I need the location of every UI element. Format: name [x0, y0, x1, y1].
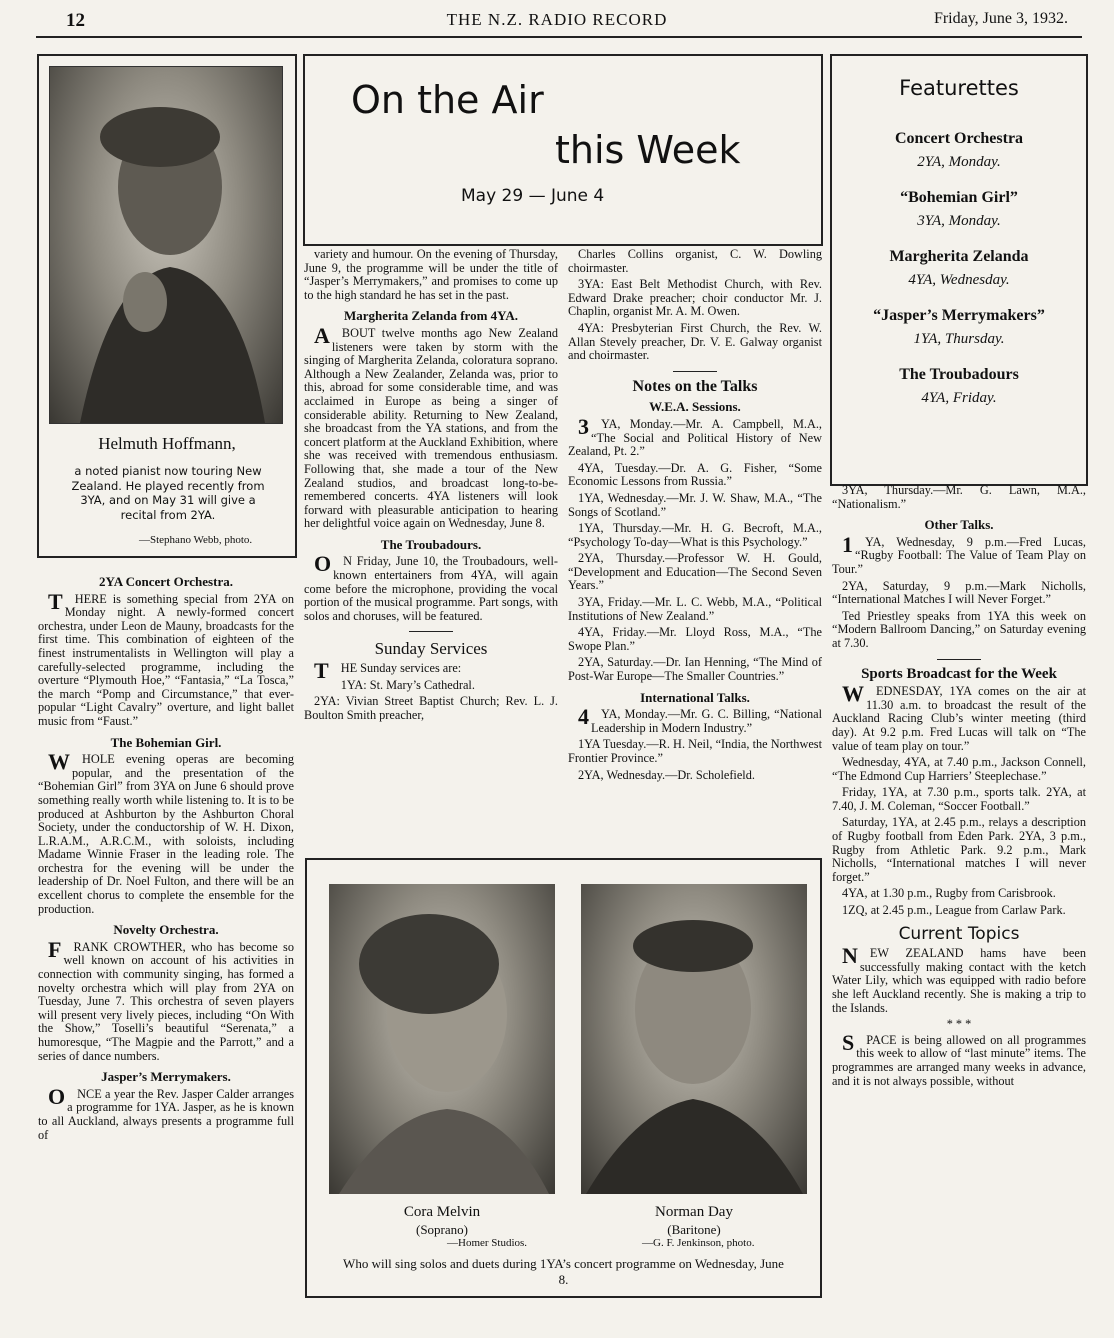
featurette-station: 4YA, Wednesday. — [908, 272, 1010, 288]
featurette-item — [832, 307, 1086, 348]
norman-silhouette — [581, 884, 807, 1194]
right-photo-credit: —G. F. Jenkinson, photo. — [642, 1237, 755, 1249]
article-text: 4YA: Presbyterian First Church, the Rev. W. Allan Stevely preacher, Dr. V. E. Galway organist and choirmaster. — [568, 320, 822, 363]
talk-item: 3YA, Thursday.—Mr. G. Lawn, M.A., “Nationalism.” — [832, 483, 1086, 511]
article-text: Friday, 1YA, at 7.30 p.m., sports talk. 2YA, at 7.40, J. M. Coleman, “Soccer Football.” — [832, 785, 1086, 813]
column-2 — [304, 248, 558, 725]
column-3 — [568, 248, 822, 785]
page-number: 12 — [66, 10, 85, 31]
column-1 — [38, 568, 294, 1145]
left-photo-name: Cora Melvin — [403, 1204, 481, 1220]
section-heading: Margherita Zelanda from 4YA. — [343, 308, 519, 324]
section-heading: Current Topics — [898, 923, 1020, 944]
article-text: Wednesday, 4YA, at 7.40 p.m., Jackson Connell, “The Edmond Cup Harriers’ Steeplechase.” — [832, 755, 1086, 783]
talk-item: 2YA, Saturday.—Dr. Ian Henning, “The Mind of Post-War Europe—The Smaller Countries.” — [568, 655, 822, 684]
featurette-station: 1YA, Thursday. — [913, 331, 1005, 347]
talk-item: 1YA, Wednesday, 9 p.m.—Fred Lucas, “Rugby Football: The Value of Team Play on Tour.” — [832, 531, 1086, 576]
talk-item: 2YA, Wednesday.—Dr. Scholefield. — [578, 767, 755, 782]
featurettes-title: Featurettes — [899, 76, 1019, 100]
featurette-station: 2YA, Monday. — [917, 154, 1001, 170]
article-text: Charles Collins organist, C. W. Dowling choirmaster. — [568, 247, 822, 275]
featurette-station: 3YA, Monday. — [917, 213, 1001, 229]
article-text: Saturday, 1YA, at 2.45 p.m., relays a description of Rugby football from Eden Park. 2YA, 3 p.m., Rugby from Athletic Park. 9.2 p.m., Mark Nicholls, “International matches I will never forget.” — [832, 815, 1086, 884]
banner-dates: May 29 — June 4 — [461, 186, 605, 206]
featurette-name: “Jasper’s Merrymakers” — [873, 307, 1045, 324]
banner-panel — [303, 54, 823, 246]
section-divider — [937, 659, 981, 660]
talk-item: 3YA, Friday.—Mr. L. C. Webb, M.A., “Political Institutions of New Zealand.” — [568, 595, 822, 623]
section-heading: Sunday Services — [374, 639, 488, 659]
article-text: 1ZQ, at 2.45 p.m., League from Carlaw Park. — [842, 903, 1066, 918]
header-rule — [36, 36, 1082, 38]
portrait-panel — [37, 54, 297, 558]
featurette-name: “Bohemian Girl” — [900, 189, 1018, 206]
section-heading: Sports Broadcast for the Week — [861, 665, 1057, 682]
article-text: ON Friday, June 10, the Troubadours, well-known entertainers from 4YA, will again come before the microphone, providing the vocal portion of the musical programme. Part songs, with solos and choruses, will be featured. — [304, 551, 558, 623]
article-text: 3YA: East Belt Methodist Church, with Rev. Edward Drake preacher; choir conductor Mr. J. Chaplin, organist Mr. A. M. Owen. — [568, 277, 822, 319]
section-divider — [409, 631, 453, 632]
column-4 — [832, 484, 1086, 1091]
talk-item: 1YA Tuesday.—R. H. Neil, “India, the Northwest Frontier Province.” — [568, 737, 822, 765]
talk-item: 2YA, Saturday, 9 p.m.—Mark Nicholls, “International Matches I will Never Forget.” — [832, 578, 1086, 607]
featurette-item — [832, 130, 1086, 171]
featurettes-panel — [830, 54, 1088, 486]
portrait-photo — [49, 66, 283, 424]
right-photo-name: Norman Day — [655, 1204, 733, 1220]
publication-title: THE N.Z. RADIO RECORD — [446, 10, 668, 29]
photos-caption: Who will sing solos and duets during 1YA’s concert programme on Wednesday, June 8. — [343, 1256, 784, 1287]
article-text: FRANK CROWTHER, who has become so well known on account of his activities in connection with community singing, has formed a novelty orchestra which will play from 2YA on Tuesday, June 7. This orchestra of seven players will present very lively pieces, including “On With the Show,” Toselli’s beautiful “Serenata,” a humoresque, “The Magpie and the Parrott,” and a series of dance numbers. — [38, 936, 294, 1063]
issue-date: Friday, June 3, 1932. — [933, 10, 1068, 27]
section-subheading: W.E.A. Sessions. — [649, 399, 741, 415]
portrait-caption: a noted pianist now touring New Zealand. He played recently from 3YA, and on May 31 will give a recital from 2YA. — [71, 464, 265, 522]
article-text: ONCE a year the Rev. Jasper Calder arranges a programme for 1YA. Jasper, as he is known to all Auckland, always presents a programme full of — [38, 1083, 294, 1142]
talk-item: 1YA, Wednesday.—Mr. J. W. Shaw, M.A., “The Songs of Scotland.” — [568, 490, 822, 519]
featurette-name: Concert Orchestra — [894, 130, 1024, 147]
left-photo-role: (Soprano) — [416, 1222, 468, 1237]
separator-stars: * * * — [946, 1017, 972, 1032]
section-heading: Notes on the Talks — [632, 377, 758, 395]
talk-item: 4YA, Tuesday.—Dr. A. G. Fisher, “Some Economic Lessons from Russia.” — [568, 460, 822, 489]
section-subheading: International Talks. — [640, 689, 750, 705]
section-heading: 2YA Concert Orchestra. — [99, 574, 233, 589]
section-heading: The Troubadours. — [380, 536, 482, 552]
section-divider — [673, 371, 717, 372]
section-heading: Novelty Orchestra. — [113, 922, 219, 938]
left-photo-credit: —Homer Studios. — [447, 1237, 528, 1249]
banner-line2: this Week — [555, 128, 741, 172]
article-text: WEDNESDAY, 1YA comes on the air at 11.30 a.m. to broadcast the result of the Auckland Racing Club’s winter meeting (third day). At 9.2 p.m. Fred Lucas will talk on “The value of team play on tour.” — [832, 681, 1086, 753]
article-text: ABOUT twelve months ago New Zealand listeners were taken by storm with the singing of Margherita Zelanda, coloratura soprano. Although a New Zealander, Zelanda was, prior to this, abroad for some considerable time, and was acclaimed in Europe as being a singer of considerable ability. Returning to New Zealand, she broadcast from the YA stations, and from the concert platform at the Auckland Exhibition, where she was received with tremendous enthusiasm. Following that, she made a tour of the New Zealand studios, and broadcast long-to-be-remembered concerts. 4YA listeners will look forward with pleasurable anticipation to hearing her delightful voice again on Wednesday, June 8. — [304, 322, 558, 531]
section-heading: Jasper’s Merrymakers. — [101, 1069, 231, 1085]
article-text: 4YA, at 1.30 p.m., Rugby from Carisbrook. — [842, 886, 1056, 901]
article-text: 2YA: Vivian Street Baptist Church; Rev. L. J. Boulton Smith preacher, — [304, 694, 558, 722]
article-text: THE Sunday services are: — [314, 658, 462, 684]
cora-melvin-photo — [329, 884, 555, 1194]
article-text: WHOLE evening operas are becoming popular, and the presentation of the “Bohemian Girl” from 3YA on June 6 should prove something really worth while listening to. It is to be produced at Ashburton by the Ashburton Choral Society, under the conductorship of W. H. Dixon, L.R.A.M., A.R.C.M., with soloists, including Madame Winnie Fraser in the leading role. The orchestra for the evening will be under the leadership of Dr. Noel Fulton, and there will be an excellent chorus to complete the ensemble for the production. — [38, 749, 294, 916]
portrait-credit: —Stephano Webb, photo. — [139, 534, 253, 546]
talk-item: 3YA, Monday.—Mr. A. Campbell, M.A., “The Social and Political History of New Zealand, Pt. 2.” — [568, 413, 822, 459]
talk-item: 2YA, Thursday.—Professor W. H. Gould, “Development and Education—The Second Seven Years.” — [568, 551, 822, 593]
portrait-silhouette — [50, 67, 282, 423]
featurette-item — [832, 189, 1086, 230]
norman-day-photo — [581, 884, 807, 1194]
article-text: NEW ZEALAND hams have been successfully making contact with the ketch Water Lily, which was equipped with radio before she left Auckland recently. She is making a trip to the Islands. — [832, 943, 1086, 1015]
portrait-name: Helmuth Hoffmann, — [98, 434, 236, 453]
talk-item: 1YA, Thursday.—Mr. H. G. Becroft, M.A., “Psychology To-day—What is this Psychology.” — [568, 521, 822, 549]
section-subheading: Other Talks. — [924, 517, 994, 533]
talk-item: 4YA, Friday.—Mr. Lloyd Ross, M.A., “The Swope Plan.” — [568, 625, 822, 653]
featurette-item — [832, 248, 1086, 289]
featurette-station: 4YA, Friday. — [921, 390, 997, 406]
talk-item: Ted Priestley speaks from 1YA this week on “Modern Ballroom Dancing,” on Saturday evening at 7.30. — [832, 608, 1086, 650]
article-text: variety and humour. On the evening of Thursday, June 9, the programme will be under the title of “Jasper’s Merrymakers,” and promises to come up to the high standard he has set in the past. — [304, 247, 558, 302]
featurette-name: Margherita Zelanda — [889, 248, 1029, 265]
featurette-item — [832, 366, 1086, 407]
featurette-name: The Troubadours — [899, 366, 1019, 383]
talk-item: 4YA, Monday.—Mr. G. C. Billing, “National Leadership in Modern Industry.” — [578, 704, 822, 735]
photos-panel — [305, 858, 822, 1298]
article-text: THERE is something special from 2YA on Monday night. A newly-formed concert orchestra, under Leon de Mauny, broadcasts for the first time. This combination of eighteen of the finest instrumentalists in Wellington will play a carefully-selected programme, including the overture “Plymouth Hoe,” “Fantasia,” “La Tosca,” the march “Pomp and Circumstance,” that ever-popular “Light Cavalry” overture, and light ballet music from “Faust.” — [38, 588, 294, 728]
article-text: 1YA: St. Mary’s Cathedral. — [340, 677, 475, 692]
section-heading: The Bohemian Girl. — [110, 734, 222, 750]
cora-silhouette — [329, 884, 555, 1194]
article-text: SPACE is being allowed on all programmes this week to allow of “last minute” items. The programmes are arranged many weeks in advance, and it is not always possible, without — [832, 1029, 1086, 1088]
banner-line1: On the Air — [351, 78, 544, 122]
featurettes-list — [832, 130, 1086, 425]
right-photo-role: (Baritone) — [667, 1222, 721, 1237]
